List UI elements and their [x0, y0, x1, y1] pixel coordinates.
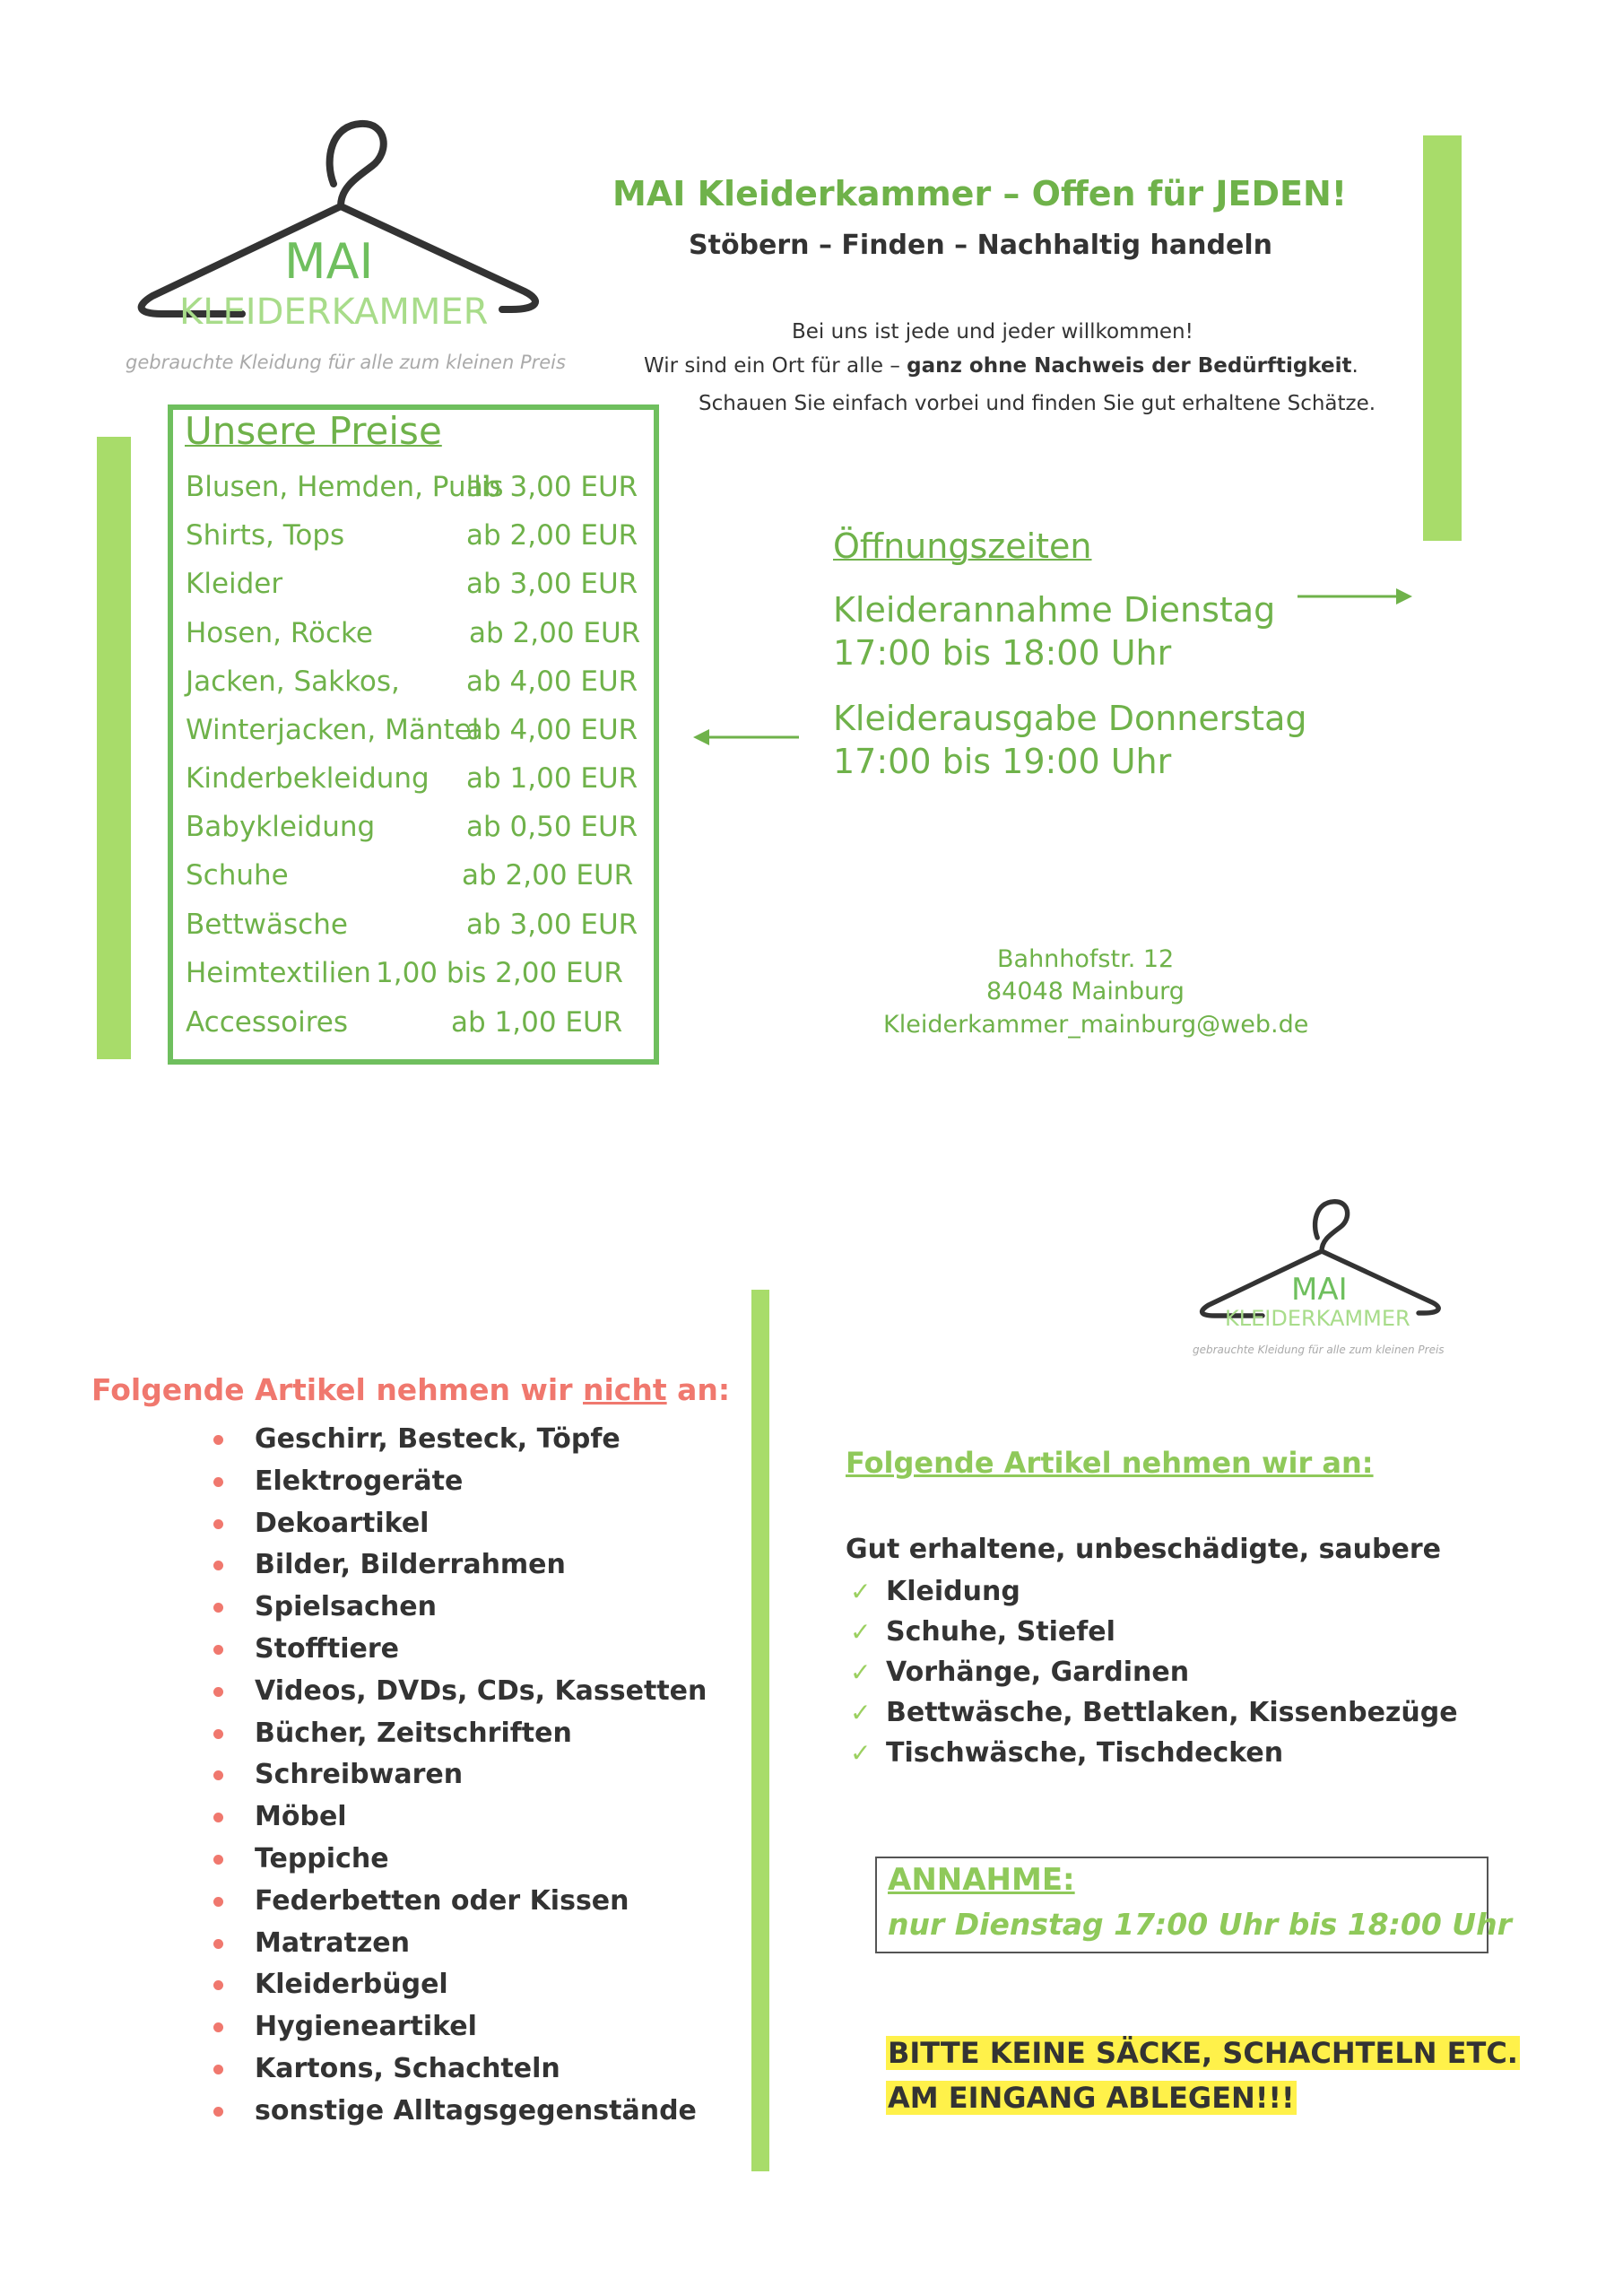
accepted-item-label: Tischwäsche, Tischdecken [886, 1737, 1284, 1769]
rejected-item-label: Federbetten oder Kissen [255, 1884, 629, 1917]
annahme-notice-label: ANNAHME: [888, 1862, 1075, 1898]
rejected-item-label: Bilder, Bilderrahmen [255, 1549, 566, 1581]
price-value: ab 2,00 EUR [466, 519, 638, 552]
price-value: ab 3,00 EUR [466, 471, 638, 503]
annahme-time: 17:00 bis 18:00 Uhr [833, 633, 1172, 673]
hours-title: Öffnungszeiten [833, 526, 1092, 566]
list-item [213, 1796, 707, 1839]
logo-tagline: gebrauchte Kleidung für alle zum kleinen Preis [126, 352, 566, 373]
annahme-notice-text: nur Dienstag 17:00 Uhr bis 18:00 Uhr [888, 1907, 1512, 1942]
rejected-item-label: Videos, DVDs, CDs, Kassetten [255, 1674, 707, 1707]
bullet-icon [213, 2065, 223, 2074]
list-item [850, 1612, 1458, 1652]
list-item [850, 1733, 1458, 1773]
list-item [850, 1571, 1458, 1612]
check-icon: ✓ [850, 1577, 872, 1606]
price-value: ab 4,00 EUR [466, 665, 638, 698]
rejected-item-label: Kleiderbügel [255, 1969, 448, 2001]
rejected-title [91, 1372, 730, 1407]
list-item [213, 1671, 707, 1713]
price-value: ab 3,00 EUR [466, 909, 638, 941]
bullet-icon [213, 1561, 223, 1570]
page-subtitle: Stöbern – Finden – Nachhaltig handeln [689, 230, 1272, 261]
bullet-icon [213, 1897, 223, 1907]
arrow-right-icon [1298, 583, 1414, 610]
no-proof-suffix: . [1351, 354, 1358, 378]
accepted-item-label: Kleidung [886, 1576, 1020, 1607]
price-item: Schuhe [186, 859, 289, 891]
bullet-icon [213, 1813, 223, 1822]
address-street: Bahnhofstr. 12 [997, 945, 1175, 973]
list-item [213, 1503, 707, 1545]
check-icon: ✓ [850, 1698, 872, 1727]
accepted-item-label: Schuhe, Stiefel [886, 1616, 1115, 1648]
rejected-title-prefix: Folgende Artikel nehmen wir [91, 1372, 583, 1407]
bullet-icon [213, 1687, 223, 1697]
price-item: Heimtextilien [186, 957, 371, 989]
accepted-title: Folgende Artikel nehmen wir an: [846, 1446, 1374, 1480]
list-item [850, 1692, 1458, 1733]
list-item [213, 1839, 707, 1881]
rejected-item-label: Matratzen [255, 1926, 410, 1959]
list-item [213, 2006, 707, 2048]
list-item [213, 1881, 707, 1923]
price-item: Accessoires [186, 1006, 348, 1039]
logo-name-bottom: KLEIDERKAMMER [179, 291, 489, 333]
rejected-item-label: Spielsachen [255, 1591, 437, 1623]
check-icon: ✓ [850, 1617, 872, 1647]
price-item: Kleider [186, 568, 283, 600]
list-item [213, 1964, 707, 2006]
price-item: Babykleidung [186, 811, 376, 843]
price-item: Hosen, Röcke [186, 617, 373, 649]
price-value: ab 4,00 EUR [466, 714, 638, 746]
list-item [213, 1587, 707, 1629]
bullet-icon [213, 2107, 223, 2117]
list-item [213, 1754, 707, 1796]
bullet-icon [213, 1435, 223, 1445]
list-item [213, 1629, 707, 1671]
bullet-icon [213, 1729, 223, 1739]
bullet-icon [213, 1645, 223, 1655]
price-value: ab 1,00 EUR [466, 762, 638, 795]
bullet-icon [213, 1855, 223, 1865]
price-item: Kinderbekleidung [186, 762, 430, 795]
logo-name-bottom: KLEIDERKAMMER [1225, 1306, 1410, 1331]
logo-name-top: MAI [1291, 1272, 1348, 1308]
logo-name-top: MAI [284, 233, 374, 290]
bullet-icon [213, 1770, 223, 1780]
ausgabe-day: Kleiderausgabe Donnerstag [833, 699, 1307, 738]
email-link[interactable]: Kleiderkammer_mainburg@web.de [883, 1011, 1309, 1039]
no-proof-line [644, 354, 1358, 378]
rejected-title-emph: nicht [583, 1372, 667, 1407]
bullet-icon [213, 2022, 223, 2032]
price-item: Winterjacken, Mäntel [186, 714, 480, 746]
list-item [213, 1461, 707, 1503]
warning-line-2: AM EINGANG ABLEGEN!!! [888, 2081, 1295, 2115]
bullet-icon [213, 1939, 223, 1949]
right-accent-bar [1423, 135, 1462, 541]
rejected-item-label: sonstige Alltagsgegenstände [255, 2094, 697, 2126]
accepted-item-label: Bettwäsche, Bettlaken, Kissenbezüge [886, 1697, 1458, 1728]
no-proof-prefix: Wir sind ein Ort für alle – [644, 354, 907, 378]
rejected-item-label: Schreibwaren [255, 1759, 464, 1791]
page-title: MAI Kleiderkammer – Offen für JEDEN! [612, 174, 1348, 213]
logo-small [1193, 1193, 1497, 1372]
bullet-icon [213, 1980, 223, 1990]
accepted-item-label: Vorhänge, Gardinen [886, 1657, 1190, 1688]
price-item: Jacken, Sakkos, [186, 665, 400, 698]
check-icon: ✓ [850, 1738, 872, 1768]
rejected-list [213, 1419, 707, 2133]
rejected-item-label: Dekoartikel [255, 1507, 430, 1539]
accepted-intro: Gut erhaltene, unbeschädigte, saubere [846, 1534, 1441, 1565]
rejected-item-label: Elektrogeräte [255, 1465, 464, 1497]
list-item [213, 1419, 707, 1461]
rejected-item-label: Teppiche [255, 1842, 389, 1874]
rejected-item-label: Kartons, Schachteln [255, 2052, 560, 2084]
check-icon: ✓ [850, 1657, 872, 1687]
rejected-item-label: Bücher, Zeitschriften [255, 1717, 572, 1749]
list-item [213, 1544, 707, 1587]
price-value: ab 1,00 EUR [451, 1006, 623, 1039]
warning-line-1: BITTE KEINE SÄCKE, SCHACHTELN ETC. [888, 2036, 1518, 2070]
logo [126, 117, 574, 386]
left-accent-bar [97, 437, 131, 1059]
ausgabe-time: 17:00 bis 19:00 Uhr [833, 742, 1172, 781]
address-city: 84048 Mainburg [986, 978, 1185, 1005]
price-value: ab 2,00 EUR [462, 859, 634, 891]
price-item: Shirts, Tops [186, 519, 345, 552]
accepted-list [850, 1571, 1458, 1773]
price-item: Bettwäsche [186, 909, 348, 941]
price-value: 1,00 bis 2,00 EUR [376, 957, 623, 989]
bullet-icon [213, 1477, 223, 1487]
rejected-title-suffix: an: [666, 1372, 731, 1407]
treasure-line: Schauen Sie einfach vorbei und finden Sie gut erhaltene Schätze. [699, 392, 1376, 415]
rejected-item-label: Hygieneartikel [255, 2011, 477, 2043]
price-heading: Unsere Preise [185, 409, 442, 453]
price-item: Blusen, Hemden, Pullis [186, 471, 504, 503]
logo-tagline: gebrauchte Kleidung für alle zum kleinen Preis [1193, 1344, 1445, 1356]
list-item [213, 2048, 707, 2091]
rejected-item-label: Geschirr, Besteck, Töpfe [255, 1423, 621, 1455]
no-proof-bold: ganz ohne Nachweis der Bedürftigkeit [907, 354, 1352, 378]
arrow-left-icon [693, 724, 801, 751]
price-value: ab 0,50 EUR [466, 811, 638, 843]
bullet-icon [213, 1519, 223, 1529]
rejected-item-label: Möbel [255, 1801, 347, 1833]
middle-accent-bar [751, 1290, 769, 2171]
list-item [213, 1923, 707, 1965]
list-item [213, 1713, 707, 1755]
price-value: ab 3,00 EUR [466, 568, 638, 600]
rejected-item-label: Stofftiere [255, 1632, 399, 1665]
welcome-line: Bei uns ist jede und jeder willkommen! [792, 320, 1193, 344]
list-item [850, 1652, 1458, 1692]
annahme-day: Kleiderannahme Dienstag [833, 590, 1276, 630]
bullet-icon [213, 1603, 223, 1613]
price-value: ab 2,00 EUR [469, 617, 641, 649]
list-item [213, 2091, 707, 2133]
